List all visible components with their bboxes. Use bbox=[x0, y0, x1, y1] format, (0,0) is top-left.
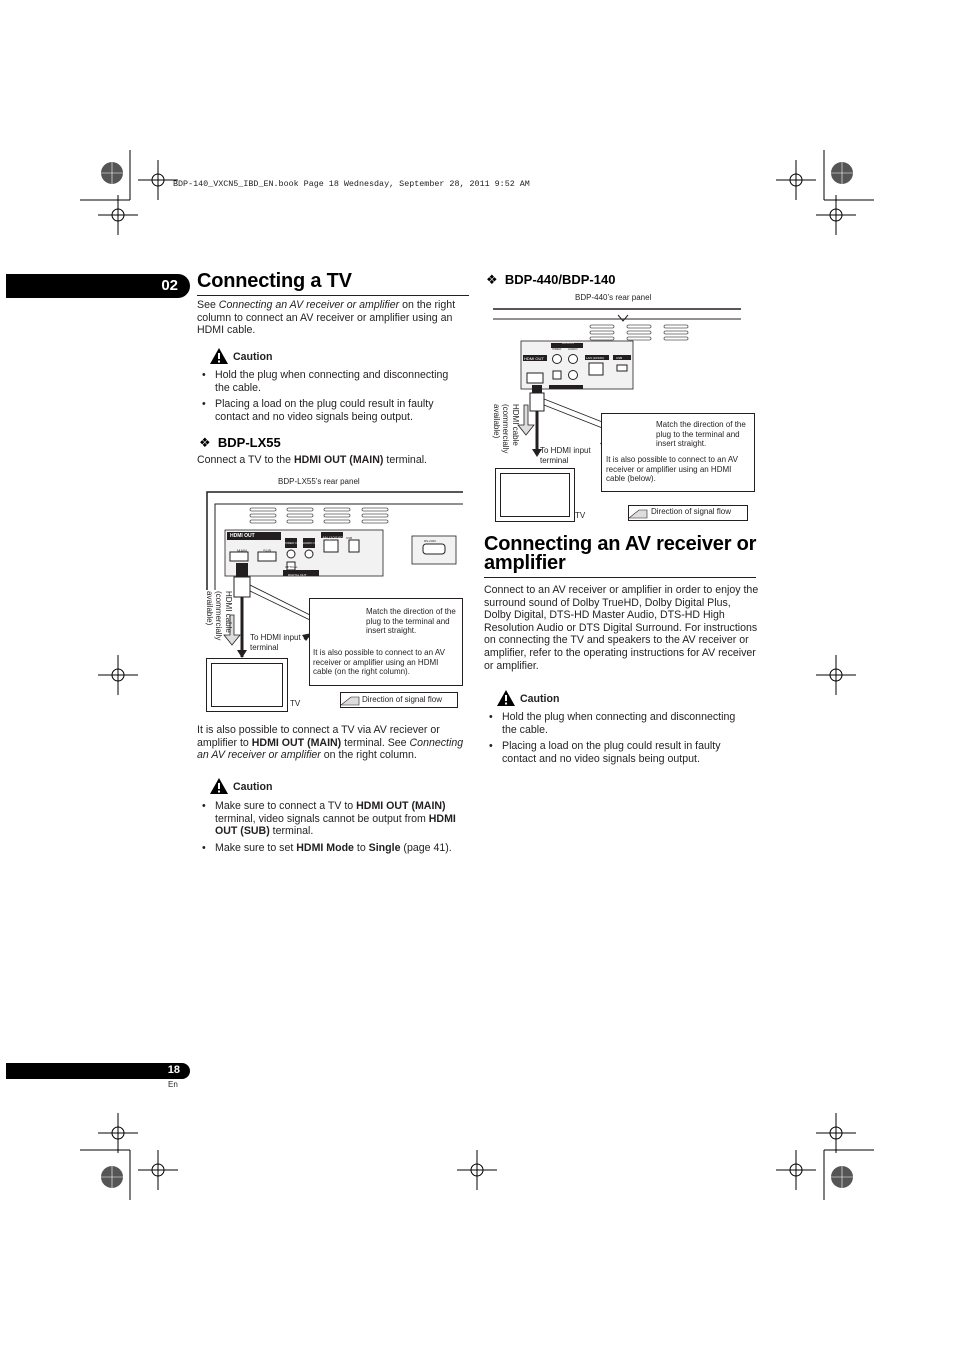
port-sub: SUB bbox=[263, 548, 272, 553]
intro-cross-reference: Connecting an AV receiver or amplifier bbox=[218, 299, 400, 311]
bdp-440-heading: ❖ BDP-440/BDP-140 bbox=[486, 272, 616, 287]
av-intro-paragraph: Connect to an AV receiver or amplifier in order to enjoy the surround sound of Dolby TrueHD, Dolby Digital Plus, Dolby Digital, DTS-HD Master Audio, DTS-HD High Resolution Audio or DTS Digital Surround. For instructions on connecting the TV and speakers to the AV receiver or amplifier, refer to the operating instructions for AV receiver or amplifier. bbox=[484, 584, 759, 672]
caution-list bbox=[484, 711, 752, 769]
port-digital-out: DIGITAL OUT bbox=[288, 573, 307, 577]
diamond-bullet-icon: ❖ bbox=[486, 272, 498, 287]
section-title-connecting-av: Connecting an AV receiver or amplifier bbox=[484, 533, 757, 574]
port-usb: USB bbox=[346, 536, 353, 540]
list-item: • Make sure to set HDMI Mode to Single (page 41). bbox=[197, 842, 472, 855]
port-usb: USB bbox=[616, 356, 623, 360]
port-output: OUTPUT bbox=[562, 341, 575, 345]
diamond-bullet-icon: ❖ bbox=[199, 435, 211, 450]
port-audio: AUDIO bbox=[568, 347, 578, 351]
page-language: En bbox=[168, 1080, 178, 1089]
cable-label: HDMI cable (commercially available) bbox=[492, 404, 520, 454]
port-rs232c: RS-232C bbox=[424, 539, 437, 543]
warning-icon bbox=[496, 689, 516, 707]
port-main: MAIN bbox=[237, 548, 247, 553]
cable-label: HDMI cable (commercially available) bbox=[205, 591, 233, 641]
port-video: VIDEO bbox=[552, 347, 562, 351]
list-item: • Make sure to connect a TV to HDMI OUT (MAIN) terminal, video signals cannot be output from HDMI OUT (SUB) terminal. bbox=[197, 800, 472, 838]
caution-list bbox=[197, 800, 472, 858]
warning-icon bbox=[209, 777, 229, 795]
av-via-paragraph: It is also possible to connect a TV via AV reciever or amplifier to HDMI OUT (MAIN) terminal. See Connecting an AV receiver or amplifier on the right column. bbox=[197, 724, 464, 762]
lx55-connect-text: Connect a TV to the HDMI OUT (MAIN) terminal. bbox=[197, 454, 428, 466]
to-hdmi-label: To HDMI input terminal bbox=[250, 633, 301, 652]
flow-arrow-icon bbox=[341, 693, 361, 706]
title-rule bbox=[197, 295, 469, 296]
match-direction-note: Match the direction of the plug to the terminal and insert straight. bbox=[656, 420, 746, 448]
list-item: • Hold the plug when connecting and disconnecting the cable. bbox=[197, 369, 465, 394]
signal-flow-text: Direction of signal flow bbox=[362, 695, 443, 704]
list-item: • Placing a load on the plug could result in faulty contact and no video signals being output. bbox=[197, 398, 465, 423]
also-possible-note: It is also possible to connect to an AV receiver or amplifier using an HDMI cable (below). bbox=[606, 455, 738, 483]
page-number: 18 bbox=[167, 1064, 180, 1076]
chapter-tab bbox=[6, 274, 190, 298]
tv-label: TV bbox=[290, 699, 301, 708]
tv-illustration bbox=[495, 468, 575, 522]
book-header-line: BDP-140_VXCN5_IBD_EN.book Page 18 Wednesday, September 28, 2011 9:52 AM bbox=[173, 179, 530, 189]
caution-label: Caution bbox=[520, 693, 560, 705]
port-hdmi-out: HDMI OUT bbox=[524, 356, 544, 361]
panel-label: BDP-440’s rear panel bbox=[575, 293, 652, 302]
port-video: VIDEO OUT bbox=[285, 541, 302, 545]
bdp440-rear-panel bbox=[493, 307, 743, 397]
port-lan: LAN (10/100) bbox=[320, 535, 344, 540]
intro-paragraph: See Connecting an AV receiver or amplifier on the right column to connect an AV receiver or amplifier using an HDMI cable. bbox=[197, 299, 456, 337]
warning-icon bbox=[209, 347, 229, 365]
caution-label: Caution bbox=[233, 781, 273, 793]
bdp-lx55-heading: ❖ BDP-LX55 bbox=[199, 435, 281, 450]
list-item: • Placing a load on the plug could result in faulty contact and no video signals being output. bbox=[484, 740, 752, 765]
port-optical: OPTICAL bbox=[285, 565, 298, 569]
tv-label: TV bbox=[575, 511, 586, 520]
list-item: • Hold the plug when connecting and disconnecting the cable. bbox=[484, 711, 752, 736]
port-hdmi-out: HDMI OUT bbox=[230, 533, 255, 539]
panel-label: BDP-LX55’s rear panel bbox=[278, 477, 360, 486]
also-possible-note: It is also possible to connect to an AV receiver or amplifier using an HDMI cable (on the right column). bbox=[313, 648, 445, 676]
section-title-connecting-tv: Connecting a TV bbox=[197, 270, 352, 292]
caution-label: Caution bbox=[233, 351, 273, 363]
match-direction-note: Match the direction of the plug to the terminal and insert straight. bbox=[366, 607, 456, 635]
tv-illustration bbox=[206, 658, 288, 712]
caution-list bbox=[197, 369, 465, 427]
chapter-number: 02 bbox=[161, 277, 178, 294]
port-audio: AUDIO OUT bbox=[303, 541, 320, 545]
title-rule bbox=[484, 577, 756, 578]
port-lan: LAN (10/100) bbox=[586, 356, 604, 360]
page-number-tab bbox=[6, 1063, 190, 1079]
flow-arrow-icon bbox=[629, 506, 649, 519]
signal-flow-text: Direction of signal flow bbox=[651, 507, 732, 516]
to-hdmi-label: To HDMI input terminal bbox=[540, 446, 591, 465]
